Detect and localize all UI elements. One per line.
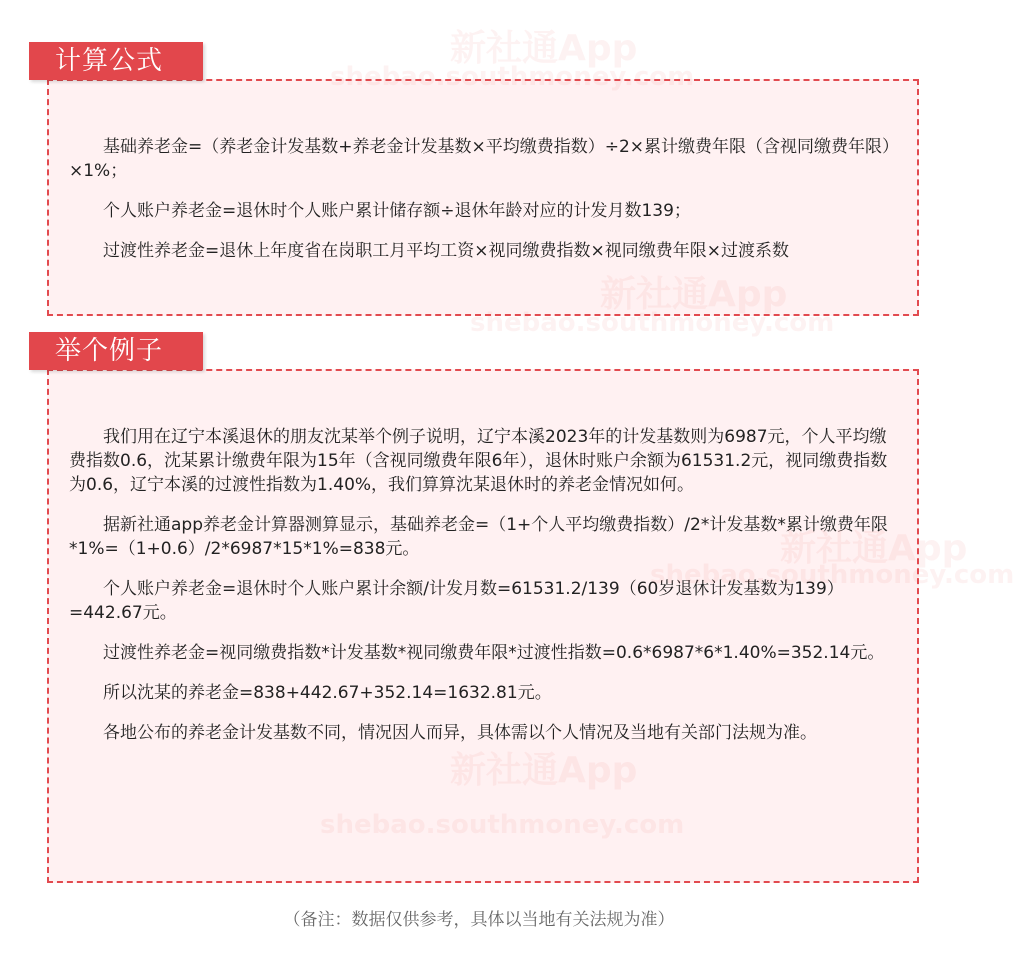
example-basic-pension: 据新社通app养老金计算器测算显示，基础养老金=（1+个人平均缴费指数）/2*计发基数*累计缴费年限*1%=（1+0.6）/2*6987*15*1%=838元。: [69, 515, 888, 559]
formula-transitional-pension: 过渡性养老金=退休上年度省在岗职工月平均工资×视同缴费指数×视同缴费年限×过渡系数: [103, 241, 789, 261]
formula-panel: [47, 79, 919, 316]
formula-body: [69, 135, 899, 279]
section-title-example: 举个例子: [29, 332, 203, 370]
watermark-domain: shebao.southmoney.com: [330, 62, 695, 92]
watermark-domain: shebao.southmoney.com: [470, 308, 835, 338]
example-personal-account: 个人账户养老金=退休时个人账户累计余额/计发月数=61531.2/139（60岁退休计发基数为139）=442.67元。: [69, 579, 844, 623]
example-transitional: 过渡性养老金=视同缴费指数*计发基数*视同缴费年限*过渡性指数=0.6*6987*6*1.40%=352.14元。: [103, 643, 885, 663]
example-total: 所以沈某的养老金=838+442.67+352.14=1632.81元。: [103, 683, 552, 703]
section-title-formula: 计算公式: [29, 42, 203, 80]
formula-basic-pension: 基础养老金=（养老金计发基数+养老金计发基数×平均缴费指数）÷2×累计缴费年限（含视同缴费年限）×1%；: [69, 137, 891, 181]
example-panel: [47, 369, 919, 883]
formula-personal-account-pension: 个人账户养老金=退休时个人账户累计储存额÷退休年龄对应的计发月数139；: [103, 201, 691, 221]
example-disclaimer: 各地公布的养老金计发基数不同，情况因人而异，具体需以个人情况及当地有关部门法规为准。: [103, 723, 817, 743]
footnote: （备注：数据仅供参考，具体以当地有关法规为准）: [283, 910, 675, 930]
watermark-app-name: 新社通App: [450, 28, 638, 69]
example-body: [69, 425, 899, 761]
example-intro: 我们用在辽宁本溪退休的朋友沈某举个例子说明，辽宁本溪2023年的计发基数则为6987元，个人平均缴费指数0.6，沈某累计缴费年限为15年（含视同缴费年限6年），退休时账户余额为61531.2元，视同缴费指数为0.6，辽宁本溪的过渡性指数为1.40%，我们算算沈某退休时的养老金情况如何。: [69, 427, 888, 495]
